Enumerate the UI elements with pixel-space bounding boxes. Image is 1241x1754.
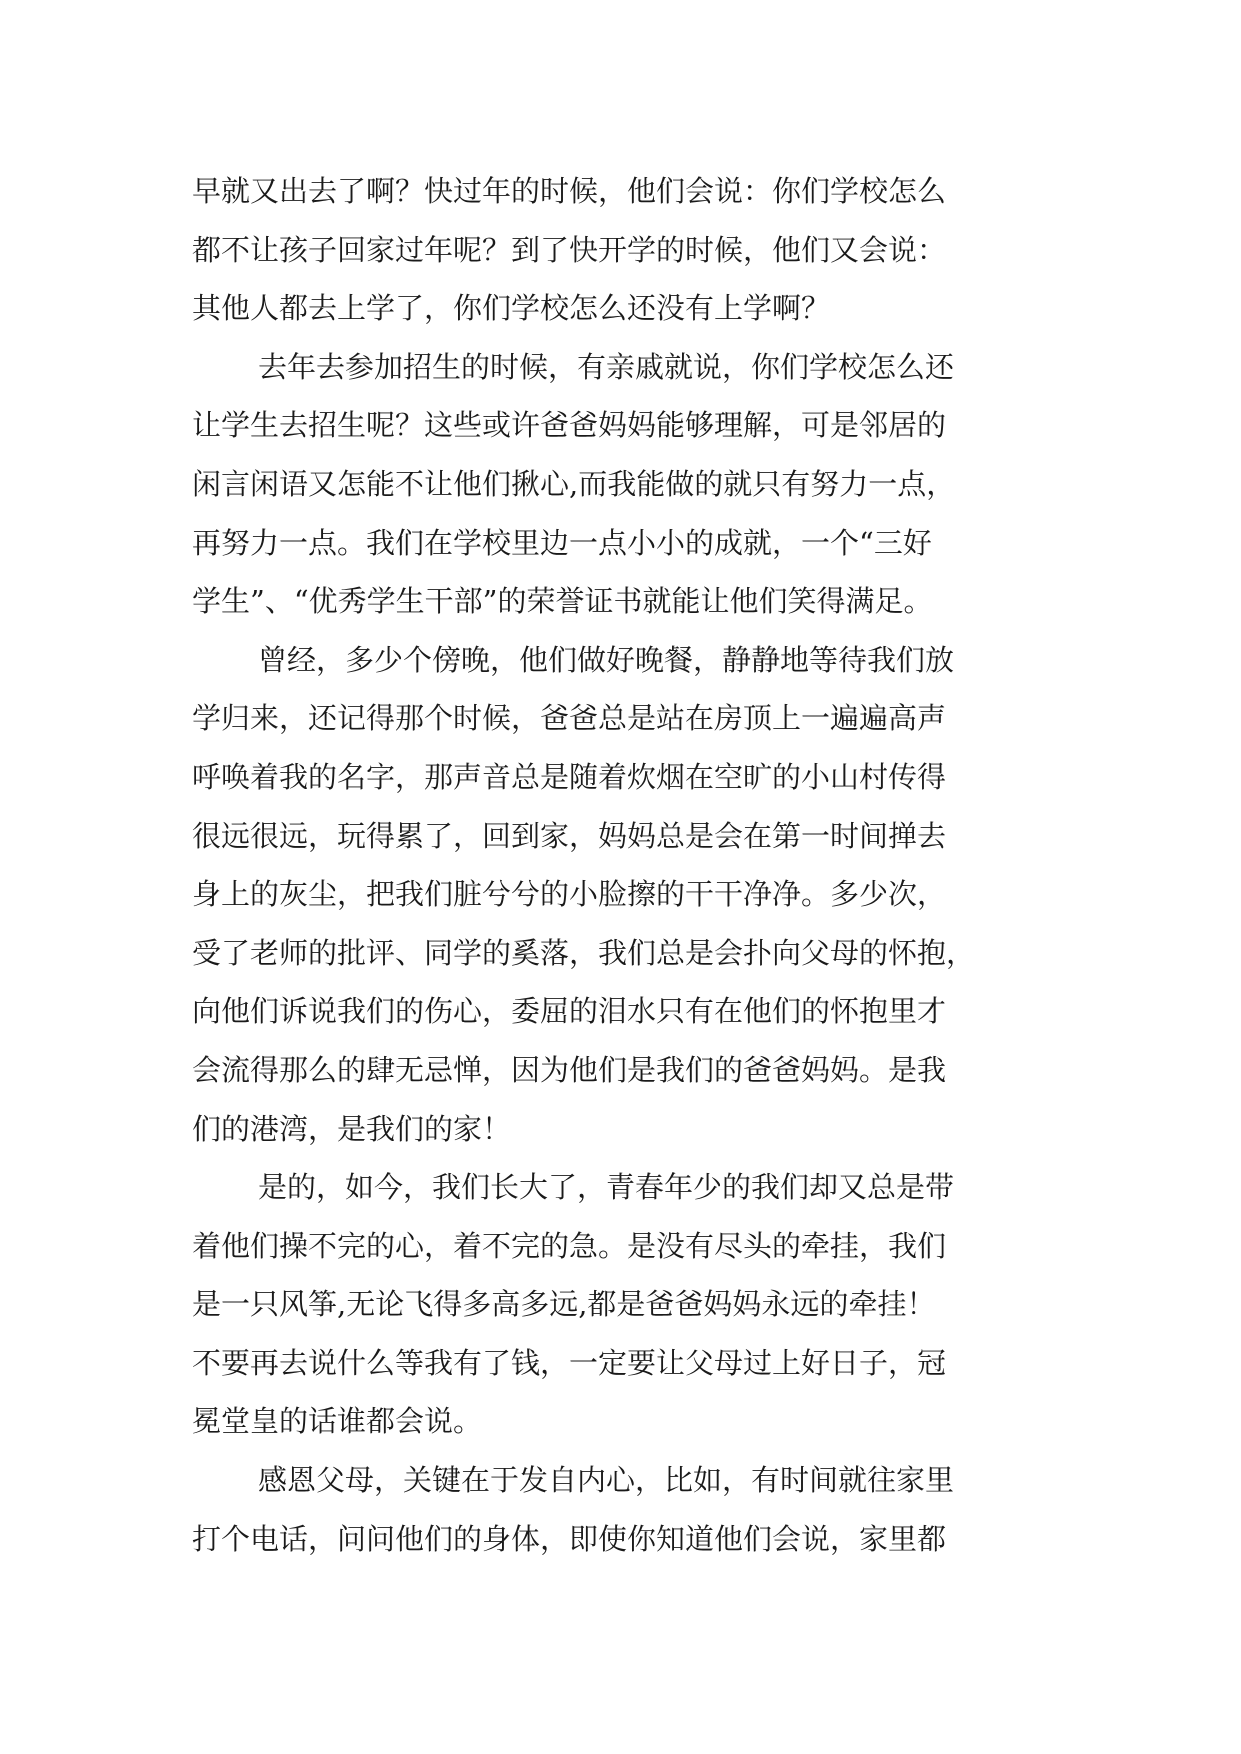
text-line: 身上的灰尘，把我们脏兮兮的小脸擦的干干净净。多少次， xyxy=(192,877,947,912)
text-line: 学生”、“优秀学生干部”的荣誉证书就能让他们笑得满足。 xyxy=(192,584,933,619)
text-line: 呼唤着我的名字，那声音总是随着炊烟在空旷的小山村传得 xyxy=(192,759,947,794)
text-line: 去年去参加招生的时候，有亲戚就说，你们学校怎么还 xyxy=(258,349,955,384)
text-line: 早就又出去了啊？快过年的时候，他们会说：你们学校怎么 xyxy=(192,174,947,208)
text-line: 不要再去说什么等我有了钱，一定要让父母过上好日子，冠 xyxy=(192,1345,947,1380)
text-line: 曾经，多少个傍晚，他们做好晚餐，静静地等待我们放 xyxy=(258,642,955,677)
text-line: 打个电话，问问他们的身体，即使你知道他们会说，家里都 xyxy=(192,1521,947,1556)
text-line: 很远很远，玩得累了，回到家，妈妈总是会在第一时间掸去 xyxy=(192,818,947,853)
text-line: 冕堂皇的话谁都会说。 xyxy=(192,1404,483,1439)
text-line: 闲言闲语又怎能不让他们揪心,而我能做的就只有努力一点， xyxy=(192,466,956,501)
text-line: 向他们诉说我们的伤心，委屈的泪水只有在他们的怀抱里才 xyxy=(192,994,947,1029)
text-line: 着他们操不完的心，着不完的急。是没有尽头的牵挂，我们 xyxy=(192,1228,947,1263)
text-line: 都不让孩子回家过年呢？到了快开学的时候，他们又会说： xyxy=(192,232,947,267)
text-line: 受了老师的批评、同学的奚落，我们总是会扑向父母的怀抱， xyxy=(192,935,976,970)
text-line: 们的港湾，是我们的家！ xyxy=(192,1111,512,1146)
text-line: 学归来，还记得那个时候，爸爸总是站在房顶上一遍遍高声 xyxy=(192,701,947,736)
text-line: 会流得那么的肆无忌惮，因为他们是我们的爸爸妈妈。是我 xyxy=(192,1052,947,1087)
text-line: 是的，如今，我们长大了，青春年少的我们却又总是带 xyxy=(258,1170,955,1205)
document-body-text xyxy=(192,162,1064,1568)
text-line: 感恩父母，关键在于发自内心，比如，有时间就往家里 xyxy=(258,1463,955,1498)
text-line: 再努力一点。我们在学校里边一点小小的成就，一个“三好 xyxy=(192,525,932,560)
text-line: 其他人都去上学了，你们学校怎么还没有上学啊？ xyxy=(192,291,831,326)
text-line: 是一只风筝,无论飞得多高多远,都是爸爸妈妈永远的牵挂！ xyxy=(192,1287,936,1322)
text-line: 让学生去招生呢？这些或许爸爸妈妈能够理解，可是邻居的 xyxy=(192,408,947,443)
